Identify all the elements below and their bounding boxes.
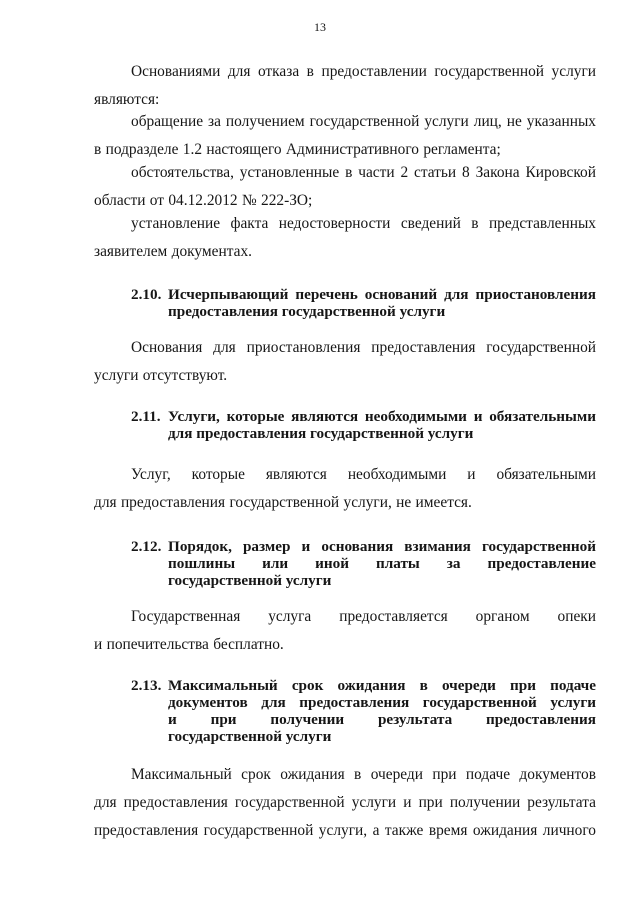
text-line: и попечительства бесплатно. (94, 636, 284, 653)
title-line: пошлины или иной платы за предоставление (168, 555, 596, 572)
text-line: для предоставления государственной услуги, не имеется. (94, 494, 472, 511)
text-line: являются: (94, 91, 160, 108)
text-line: Государственная услуга предоставляется органом опеки (131, 608, 596, 625)
section-number: 2.11. (131, 408, 161, 425)
section-body (94, 334, 596, 390)
section-body (94, 461, 596, 517)
section-title (168, 408, 596, 442)
text-line: предоставления государственной услуги, а также время ожидания личного (94, 822, 596, 839)
page-number: 13 (314, 20, 326, 34)
text-line: заявителем документах. (94, 243, 253, 260)
text-line: обращение за получением государственной услуги лиц, не указанных (131, 113, 596, 130)
section-number: 2.13. (131, 677, 162, 694)
title-line: Исчерпывающий перечень оснований для приостановления (168, 286, 596, 303)
list-item (94, 159, 596, 215)
text-line: обстоятельства, установленные в части 2 статьи 8 Закона Кировской (131, 164, 596, 181)
text-line: для предоставления государственной услуги и при получении результата (94, 794, 596, 811)
text-line: Основания для приостановления предоставления государственной (131, 339, 596, 356)
section-body (94, 603, 596, 659)
text-line: в подразделе 1.2 настоящего Административного регламента; (94, 141, 501, 158)
section-body (94, 761, 596, 845)
text-line: Максимальный срок ожидания в очереди при подаче документов (131, 766, 596, 783)
title-line: документов для предоставления государственной услуги (168, 694, 596, 711)
text-line: области от 04.12.2012 № 222-ЗО; (94, 192, 313, 209)
text-line: услуги отсутствуют. (94, 367, 228, 384)
text-line: установление факта недостоверности сведений в представленных (131, 215, 596, 232)
section-number: 2.10. (131, 286, 162, 303)
title-line: предоставления государственной услуги (168, 303, 446, 320)
title-line: Услуги, которые являются необходимыми и обязательными (168, 408, 596, 425)
title-line: государственной услуги (168, 572, 332, 589)
title-line: государственной услуги (168, 728, 332, 745)
text-line: Основаниями для отказа в предоставлении государственной услуги (131, 63, 596, 80)
title-line: и при получении результата предоставления (168, 711, 596, 728)
title-line: Порядок, размер и основания взимания государственной (168, 538, 596, 555)
section-title (168, 538, 596, 589)
text-line: Услуг, которые являются необходимыми и обязательными (131, 466, 596, 483)
section-number: 2.12. (131, 538, 162, 555)
section-title (168, 286, 596, 320)
section-title (168, 677, 596, 745)
list-item (94, 108, 596, 164)
list-item (94, 210, 596, 266)
intro-paragraph (94, 58, 596, 114)
title-line: для предоставления государственной услуги (168, 425, 474, 442)
title-line: Максимальный срок ожидания в очереди при подаче (168, 677, 596, 694)
